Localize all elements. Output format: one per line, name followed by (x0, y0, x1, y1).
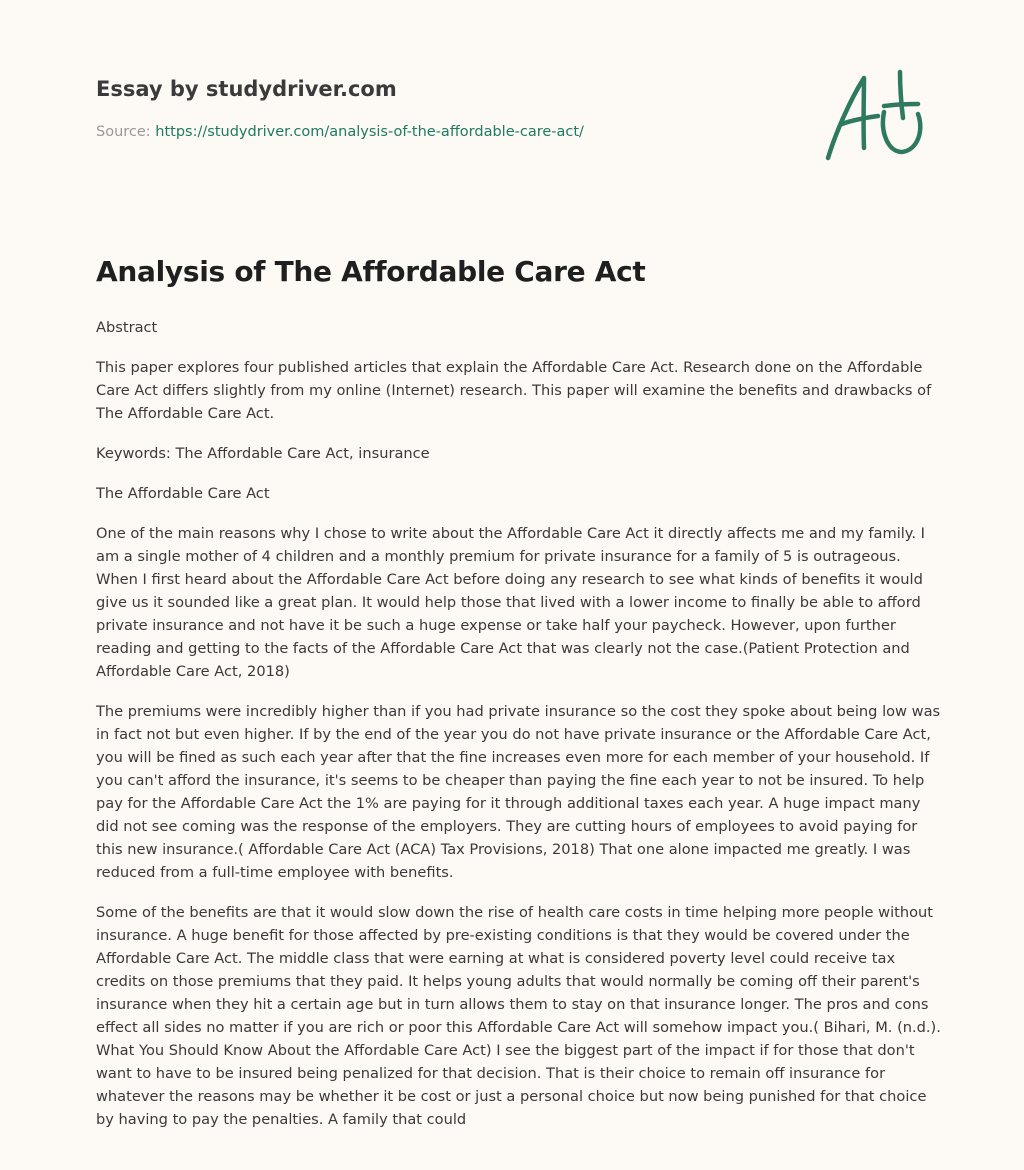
body-paragraph: The premiums were incredibly higher than if you had private insurance so the cost they spoke about being low was in fact not but even higher. If by the end of the year you do not have private insurance or the Affordable Care Act, you will be fined as such each year after that the fine increases even more for each member of your household. If you can't afford the insurance, it's seems to be cheaper than paying the fine each year to not be insured. To help pay for the Affordable Care Act the 1% are paying for it through additional taxes each year. A huge impact many did not see coming was the response of the employers. They are cutting hours of employees to avoid paying for this new insurance.( Affordable Care Act (ACA) Tax Provisions, 2018) That one alone impacted me greatly. I was reduced from a full-time employee with benefits. (96, 703, 941, 881)
body-paragraph: Some of the benefits are that it would slow down the rise of health care costs in time helping more people without insurance. A huge benefit for those affected by pre-existing conditions is that they would be covered under the Affordable Care Act. The middle class that were earning at what is considered poverty level could receive tax credits on those premiums that they paid. It helps young adults that would normally be coming off their parent's insurance when they hit a certain age but in turn allows them to stay on that insurance longer. The pros and cons effect all sides no matter if you are rich or poor this Affordable Care Act will somehow impact you.( Bihari, M. (n.d.). What You Should Know About the Affordable Care Act) I see the biggest part of the impact if for those that don't want to have to be insured being penalized for that decision. That is their choice to remain off insurance for whatever the reasons may be whether it be cost or just a personal choice but now being punished for that choice by having to pay the penalties. A family that could (96, 904, 941, 1128)
section-heading: The Affordable Care Act (96, 485, 270, 502)
source-link[interactable]: https://studydriver.com/analysis-of-the-affordable-care-act/ (155, 124, 584, 140)
abstract-heading: Abstract (96, 319, 158, 336)
essay-body (96, 316, 946, 1148)
source-label: Source: (96, 124, 151, 140)
a-plus-logo-icon (820, 66, 932, 166)
abstract-paragraph: This paper explores four published articles that explain the Affordable Care Act. Research done on the Affordable Care Act differs slightly from my online (Internet) research. This paper will examine the benefits and drawbacks of The Affordable Care Act. (96, 359, 932, 422)
body-paragraph: One of the main reasons why I chose to write about the Affordable Care Act it directly affects me and my family. I am a single mother of 4 children and a monthly premium for private insurance for a family of 5 is outrageous. When I first heard about the Affordable Care Act before doing any research to see what kinds of benefits it would give us it sounded like a great plan. It would help those that lived with a lower income to finally be able to afford private insurance and not have it be such a huge expense or take half your paycheck. However, upon further reading and getting to the facts of the Affordable Care Act that was clearly not the case.(Patient Protection and Affordable Care Act, 2018) (96, 525, 925, 680)
site-brand: Essay by studydriver.com (96, 77, 397, 101)
keywords-paragraph: Keywords: The Affordable Care Act, insurance (96, 445, 430, 462)
page-title: Analysis of The Affordable Care Act (96, 255, 646, 288)
source-line (96, 124, 584, 140)
